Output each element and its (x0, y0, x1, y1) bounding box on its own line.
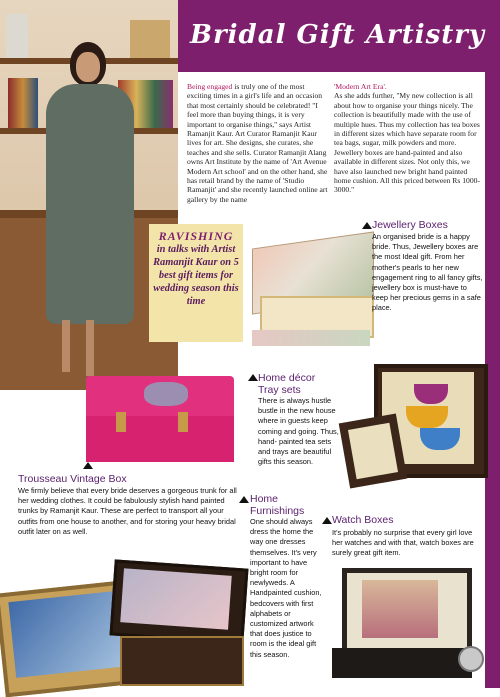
intro-quote: As she adds further, "My new collection is all about how to organise your things nicely. The collection is beautifully made with the use of multiple hues. Thus my collection has tea boxes in different sizes which have separate room for tea bags, sugar, milk powders and more. Jewellery boxes are hand-painted and also available in different sizes. Not only this, we have also launched new bright hand painted home cushion. All this priced between Rs 1000- 3000." (334, 91, 480, 195)
ornament (130, 20, 170, 58)
trunk-body (86, 416, 234, 462)
page-title: Bridal Gift Artistry (190, 20, 486, 50)
trousseau-heading: Trousseau Vintage Box (18, 473, 127, 485)
decor-text: There is always hustle bustle in the new house where in guests keep coming and going. Thus, hand- painted tea sets and trays are beautiful gifts this season. (258, 396, 339, 467)
callout-box (149, 224, 243, 342)
intro-column-1 (187, 82, 329, 204)
intro-lead: Being engaged (187, 82, 233, 91)
flower-art (144, 382, 188, 406)
pointer-icon (322, 517, 332, 524)
leg (62, 320, 70, 372)
dress (46, 84, 134, 324)
decor-heading-line2: Tray sets (258, 384, 301, 396)
face (76, 52, 100, 82)
tea-boxes-image (0, 558, 246, 688)
tray-small-art (348, 423, 398, 480)
callout-title: RAVISHING (158, 229, 234, 243)
furnishings-text: One should always dress the home the way one dresses themselves. It's very important to have bright room for newlyweds. A Handpainted cushion, bedcovers with first alphabets or customized artwork that does justice to room is the ideal gift this season. (250, 517, 322, 659)
pointer-icon (239, 496, 249, 503)
latch-icon (116, 412, 126, 432)
intro-text: is truly one of the most exciting times in a girl's life and an occasion that most certainly should be celebrated! "I feel more than buying things, it is very important to organise things," says Artist Ramanjit Kaur. Art Curator Ramanjit Kaur lives for art. She designs, she curates, she teaches and she sells. Curator Ramanjit Alang owns Art Institute by the name of 'Art Avenue Modern Art school' and on the other hand, she has retail brand by the name of 'Studio Ramanjit' and she recently launched online art gallery by the name (187, 82, 328, 204)
books (8, 78, 38, 128)
watch-icon (458, 646, 484, 672)
furnishings-heading (250, 493, 304, 517)
leg (86, 320, 94, 376)
jewellery-box-image (252, 232, 372, 350)
vase (6, 14, 28, 58)
decor-heading (258, 372, 315, 396)
watch-base (332, 648, 472, 678)
furnishings-heading-line1: Home (250, 493, 279, 505)
jewellery-text: An organised bride is a happy bride. Thus, Jewellery boxes are the most Ideal gift. From her mother's pearls to her new engagement ring to all fancy gifts, jewellery box is must-have to keep her precious gems in a safe place. (372, 232, 483, 313)
decor-heading-line1: Home décor (258, 372, 316, 384)
tray-set-image (344, 362, 484, 510)
intro-continued: 'Modern Art Era'. (334, 82, 387, 91)
latch-icon (178, 412, 188, 432)
intro-column-2 (334, 82, 484, 195)
pointer-icon (362, 222, 372, 229)
watch-box-image (330, 568, 484, 682)
box-right-art (120, 568, 232, 629)
cup-icon (406, 406, 448, 428)
trunk-image (86, 376, 236, 464)
furnishings-heading-line2: Furnishings (250, 505, 305, 517)
trousseau-text: We firmly believe that every bride deserves a gorgeous trunk for all her wedding clothes. It could be fabulously stylish hand painted trunks by Ramanjit Kaur. These are perfect to transport all your outfits from one house to another, and for storing your heavy bridal outfit later on as well. (18, 486, 237, 536)
pointer-icon (83, 462, 93, 469)
pointer-icon (248, 374, 258, 381)
watch-text: It's probably no surprise that every girl love her watches and with that, watch boxes are surely great gift item. (332, 528, 474, 558)
callout-text: in talks with Artist Ramanjit Kaur on 5 best gift items for wedding season this time (153, 244, 239, 307)
base (252, 330, 370, 346)
right-border (485, 0, 500, 688)
watch-heading: Watch Boxes (332, 514, 394, 526)
jewellery-heading: Jewellery Boxes (372, 219, 448, 231)
box-right-base (120, 636, 244, 686)
watch-art (362, 580, 438, 638)
